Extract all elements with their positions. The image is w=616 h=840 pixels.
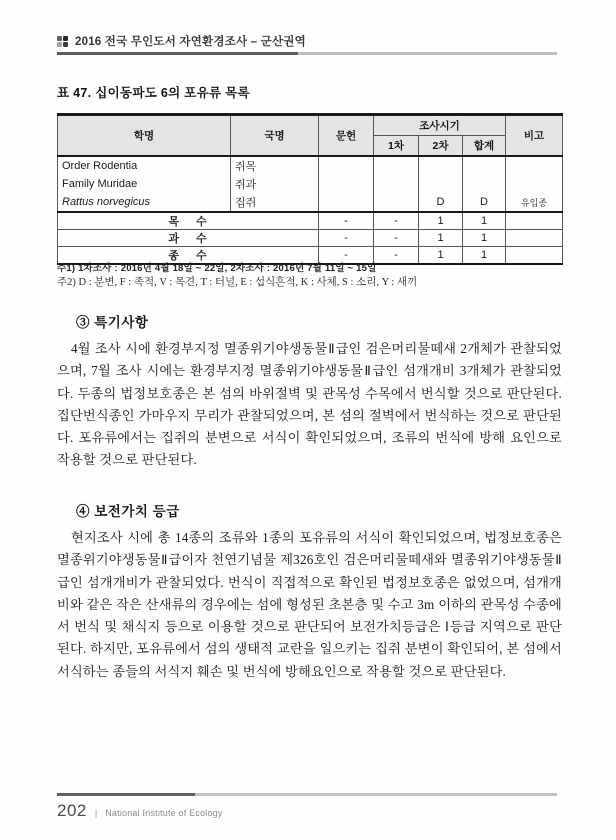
second-survey-cell bbox=[419, 156, 463, 175]
header-divider bbox=[57, 52, 557, 55]
section-body: 4월 조사 시에 환경부지정 멸종위기야생동물Ⅱ급인 검은머리물떼새 2개체가 관찰되었으며, 7월 조사 시에는 환경부지정 멸종위기야생동물Ⅱ급인 섬개개비 3개체가 관찰되었다. 두종의 법정보호종은 본 섬의 바위절벽 및 관목성 수목에서 번식할 것으로 판단된다. 집단번식종인 가마우지 무리가 관찰되었으며, 본 섬의 절벽에서 번식하는 것으로 판단된다. 포유류에서는 집쥐의 분변으로 서식이 확인되었으며, 조류의 번식에 방해 요인으로 작용할 것으로 판단된다. bbox=[57, 341, 562, 468]
kor-name-cell: 쥐과 bbox=[231, 175, 319, 193]
footnote-legend: 주2) D : 분변, F : 족적, V : 목견, T : 터널, E : 섭식흔적, K : 사체, S : 소리, Y : 새끼 bbox=[57, 277, 418, 288]
first-survey-cell: - bbox=[374, 230, 419, 247]
summary-label: 종 수 bbox=[58, 247, 319, 265]
table-row-order bbox=[58, 156, 563, 175]
summary-label: 목 수 bbox=[58, 212, 319, 230]
literature-cell: - bbox=[319, 212, 374, 230]
section-remarks bbox=[57, 311, 562, 472]
page-number: 202 bbox=[57, 801, 87, 820]
total-cell bbox=[463, 175, 506, 193]
note-cell bbox=[506, 247, 563, 265]
footer-divider bbox=[57, 793, 557, 796]
table-row-species bbox=[58, 193, 563, 212]
footnote-survey-dates: 주1) 1차조사 : 2016년 4월 18일 ~ 22일, 2차조사 : 2016년 7월 11일 ~ 15일 bbox=[57, 263, 377, 274]
second-survey-cell bbox=[419, 175, 463, 193]
running-header bbox=[57, 33, 562, 49]
section-heading: ③ 특기사항 bbox=[76, 315, 149, 330]
sci-name-cell: Family Muridae bbox=[58, 175, 231, 193]
note-cell bbox=[506, 175, 563, 193]
table-caption: 표 47. 십이동파도 6의 포유류 목록 bbox=[57, 86, 250, 100]
section-conservation-grade bbox=[57, 500, 562, 683]
col-header-total: 합계 bbox=[463, 136, 506, 157]
second-survey-cell: 1 bbox=[419, 247, 463, 265]
first-survey-cell bbox=[374, 156, 419, 175]
literature-cell bbox=[319, 156, 374, 175]
total-cell: 1 bbox=[463, 212, 506, 230]
mammal-list-table bbox=[57, 113, 563, 265]
summary-row-orders bbox=[58, 212, 563, 230]
note-cell bbox=[506, 212, 563, 230]
literature-cell: - bbox=[319, 230, 374, 247]
summary-row-families bbox=[58, 230, 563, 247]
col-header-survey-period: 조사시기 bbox=[374, 115, 506, 136]
total-cell: D bbox=[463, 193, 506, 212]
literature-cell: - bbox=[319, 247, 374, 265]
footer-separator: | bbox=[94, 808, 98, 818]
col-header-second-survey: 2차 bbox=[419, 136, 463, 157]
col-header-first-survey: 1차 bbox=[374, 136, 419, 157]
literature-cell bbox=[319, 193, 374, 212]
first-survey-cell: - bbox=[374, 212, 419, 230]
second-survey-cell: 1 bbox=[419, 230, 463, 247]
summary-label: 과 수 bbox=[58, 230, 319, 247]
total-cell: 1 bbox=[463, 247, 506, 265]
note-cell bbox=[506, 230, 563, 247]
sci-name-cell: Order Rodentia bbox=[58, 156, 231, 175]
page-footer bbox=[57, 801, 223, 821]
total-cell: 1 bbox=[463, 230, 506, 247]
dots-grid-icon bbox=[57, 36, 68, 47]
second-survey-cell: D bbox=[419, 193, 463, 212]
sci-name-cell: Rattus norvegicus bbox=[58, 193, 231, 212]
kor-name-cell: 쥐목 bbox=[231, 156, 319, 175]
kor-name-cell: 집쥐 bbox=[231, 193, 319, 212]
footer-organization: National Institute of Ecology bbox=[105, 808, 223, 818]
section-heading: ④ 보전가치 등급 bbox=[76, 504, 180, 519]
first-survey-cell bbox=[374, 175, 419, 193]
col-header-kor-name: 국명 bbox=[231, 115, 319, 157]
first-survey-cell: - bbox=[374, 247, 419, 265]
col-header-literature: 문헌 bbox=[319, 115, 374, 157]
literature-cell bbox=[319, 175, 374, 193]
note-cell bbox=[506, 156, 563, 175]
first-survey-cell bbox=[374, 193, 419, 212]
report-title: 2016 전국 무인도서 자연환경조사 – 군산권역 bbox=[75, 36, 306, 48]
section-body: 현지조사 시에 총 14종의 조류와 1종의 포유류의 서식이 확인되었으며, 법정보호종은 멸종위기야생동물Ⅱ급이자 천연기념물 제326호인 검은머리물떼새와 멸종위기야생동물Ⅱ급인 섬개개비가 관찰되었다. 번식이 직접적으로 확인된 법정보호종은 없었으며, 섬개개비와 같은 작은 산새류의 경우에는 섬에 형성된 초본층 및 수고 3m 이하의 관목성 수종에서 번식 및 채식지 등으로 이용할 것으로 판단되어 보전가치등급은 Ⅰ등급 지역으로 판단된다. 하지만, 포유류에서 섬의 생태적 교란을 일으키는 집쥐 분변이 확인되어, 본 섬에서 서식하는 종들의 서식지 훼손 및 번식에 방해요인으로 작용할 것으로 판단된다. bbox=[57, 530, 562, 679]
note-cell: 유입종 bbox=[506, 193, 563, 212]
second-survey-cell: 1 bbox=[419, 212, 463, 230]
col-header-note: 비고 bbox=[506, 115, 563, 157]
table-row-family bbox=[58, 175, 563, 193]
total-cell bbox=[463, 156, 506, 175]
table-header-row-1 bbox=[58, 115, 563, 136]
col-header-sci-name: 학명 bbox=[58, 115, 231, 157]
